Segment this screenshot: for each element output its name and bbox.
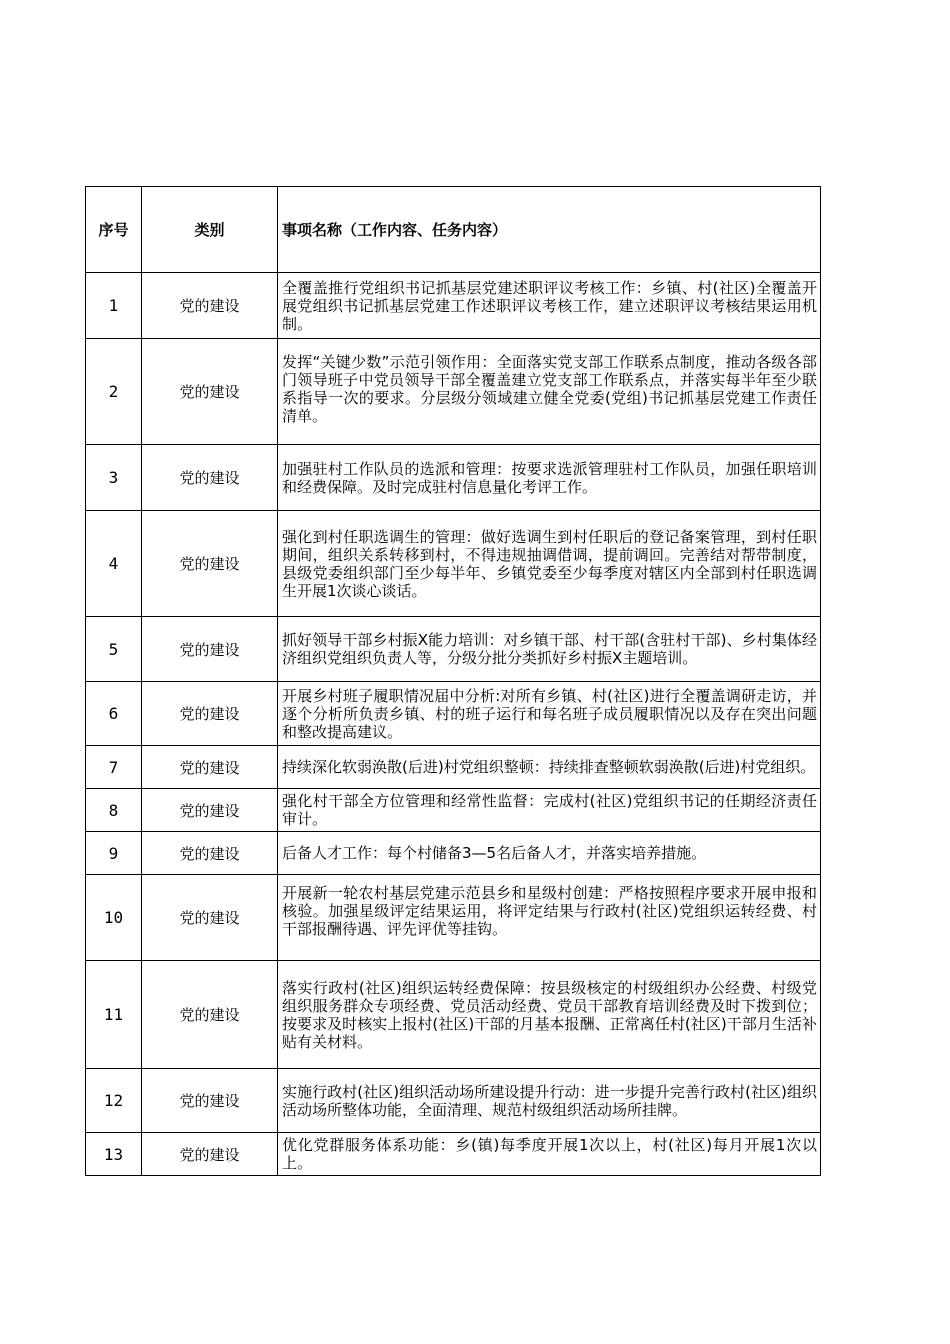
- row-no: 7: [86, 746, 142, 789]
- row-category: 党的建设: [142, 1133, 278, 1176]
- row-category: 党的建设: [142, 789, 278, 832]
- row-item: 抓好领导干部乡村振X能力培训：对乡镇干部、村干部(含驻村干部)、乡村集体经济组织党组织负责人等，分级分批分类抓好乡村振X主题培训。: [278, 617, 821, 682]
- row-item: 持续深化软弱涣散(后进)村党组织整顿：持续排查整顿软弱涣散(后进)村党组织。: [278, 746, 821, 789]
- task-table: [85, 186, 821, 1176]
- row-no: 2: [86, 339, 142, 445]
- table-row: [86, 1069, 821, 1133]
- row-category: 党的建设: [142, 339, 278, 445]
- table-row: [86, 339, 821, 445]
- row-category: 党的建设: [142, 746, 278, 789]
- table-row: [86, 875, 821, 961]
- table-row: [86, 1133, 821, 1176]
- row-category: 党的建设: [142, 875, 278, 961]
- table-row: [86, 273, 821, 339]
- row-item: 实施行政村(社区)组织活动场所建设提升行动：进一步提升完善行政村(社区)组织活动场所整体功能，全面清理、规范村级组织活动场所挂牌。: [278, 1069, 821, 1133]
- row-category: 党的建设: [142, 273, 278, 339]
- row-no: 5: [86, 617, 142, 682]
- row-item: 发挥“关键少数”示范引领作用：全面落实党支部工作联系点制度，推动各级各部门领导班子中党员领导干部全覆盖建立党支部工作联系点，并落实每半年至少联系指导一次的要求。分层级分领域建立健全党委(党组)书记抓基层党建工作责任清单。: [278, 339, 821, 445]
- row-no: 12: [86, 1069, 142, 1133]
- row-item: 全覆盖推行党组织书记抓基层党建述职评议考核工作：乡镇、村(社区)全覆盖开展党组织书记抓基层党建工作述职评议考核工作，建立述职评议考核结果运用机制。: [278, 273, 821, 339]
- row-category: 党的建设: [142, 1069, 278, 1133]
- table-row: [86, 746, 821, 789]
- row-category: 党的建设: [142, 682, 278, 746]
- header-item: 事项名称（工作内容、任务内容）: [278, 187, 821, 273]
- row-item: 后备人才工作：每个村储备3—5名后备人才，并落实培养措施。: [278, 832, 821, 875]
- row-no: 4: [86, 511, 142, 617]
- row-category: 党的建设: [142, 511, 278, 617]
- table-row: [86, 445, 821, 511]
- row-category: 党的建设: [142, 617, 278, 682]
- table-row: [86, 511, 821, 617]
- row-no: 11: [86, 961, 142, 1069]
- row-no: 6: [86, 682, 142, 746]
- row-item: 落实行政村(社区)组织运转经费保障：按县级核定的村级组织办公经费、村级党组织服务群众专项经费、党员活动经费、党员干部教育培训经费及时下拨到位；按要求及时核实上报村(社区)干部的月基本报酬、正常离任村(社区)干部月生活补贴有关材料。: [278, 961, 821, 1069]
- row-item: 优化党群服务体系功能：乡(镇)每季度开展1次以上，村(社区)每月开展1次以上。: [278, 1133, 821, 1176]
- table-header-row: [86, 187, 821, 273]
- row-category: 党的建设: [142, 445, 278, 511]
- row-no: 10: [86, 875, 142, 961]
- header-no: 序号: [86, 187, 142, 273]
- table-row: [86, 961, 821, 1069]
- table-row: [86, 789, 821, 832]
- table-row: [86, 682, 821, 746]
- table-row: [86, 832, 821, 875]
- row-no: 8: [86, 789, 142, 832]
- row-category: 党的建设: [142, 961, 278, 1069]
- header-category: 类别: [142, 187, 278, 273]
- row-no: 9: [86, 832, 142, 875]
- row-item: 强化到村任职选调生的管理：做好选调生到村任职后的登记备案管理，到村任职期间，组织关系转移到村，不得违规抽调借调，提前调回。完善结对帮带制度，县级党委组织部门至少每半年、乡镇党委至少每季度对辖区内全部到村任职选调生开展1次谈心谈话。: [278, 511, 821, 617]
- row-no: 3: [86, 445, 142, 511]
- row-item: 加强驻村工作队员的选派和管理：按要求选派管理驻村工作队员，加强任职培训和经费保障。及时完成驻村信息量化考评工作。: [278, 445, 821, 511]
- row-item: 强化村干部全方位管理和经常性监督：完成村(社区)党组织书记的任期经济责任审计。: [278, 789, 821, 832]
- table-row: [86, 617, 821, 682]
- row-no: 1: [86, 273, 142, 339]
- row-no: 13: [86, 1133, 142, 1176]
- row-item: 开展新一轮农村基层党建示范县乡和星级村创建：严格按照程序要求开展申报和核验。加强星级评定结果运用，将评定结果与行政村(社区)党组织运转经费、村干部报酬待遇、评先评优等挂钩。: [278, 875, 821, 961]
- row-item: 开展乡村班子履职情况届中分析:对所有乡镇、村(社区)进行全覆盖调研走访，并逐个分析所负责乡镇、村的班子运行和每名班子成员履职情况以及存在突出问题和整改提高建议。: [278, 682, 821, 746]
- row-category: 党的建设: [142, 832, 278, 875]
